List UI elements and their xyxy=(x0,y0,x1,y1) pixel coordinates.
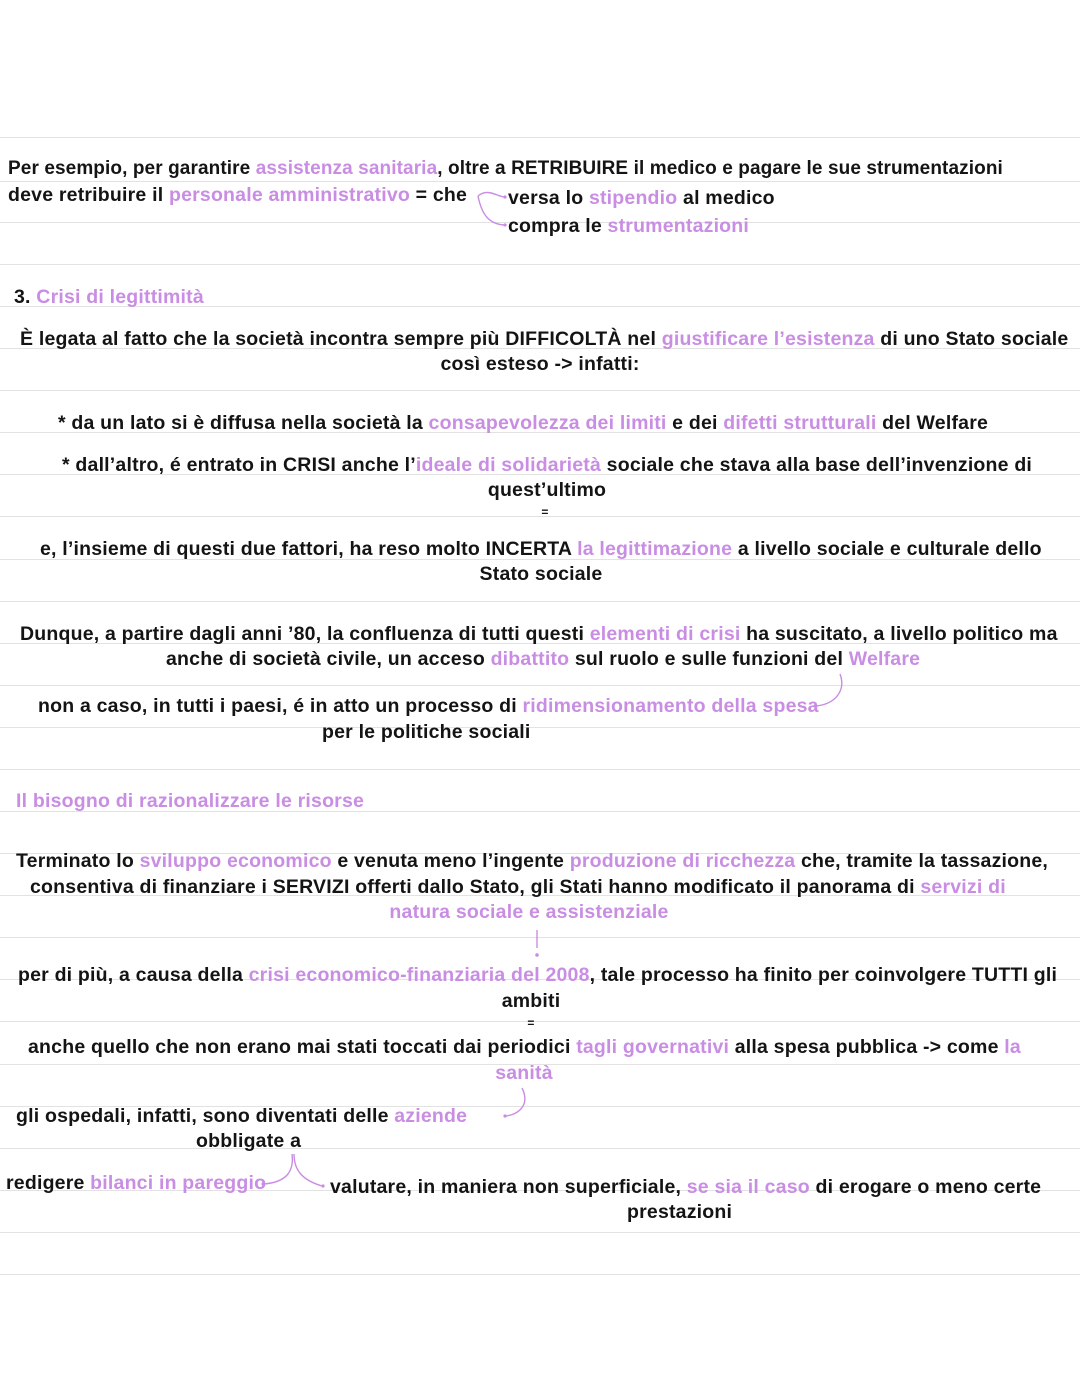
paragraph-line xyxy=(166,648,920,671)
text: * da un lato si è diffusa nella società la xyxy=(58,412,429,434)
ruled-line xyxy=(0,137,1080,138)
text: sociale che stava alla base dell’invenzione di xyxy=(601,454,1033,476)
highlight: personale amministrativo xyxy=(168,184,411,206)
text: redigere xyxy=(6,1172,91,1194)
text: per di più, a causa della xyxy=(18,964,249,986)
ruled-line xyxy=(0,769,1080,770)
text: alla spesa pubblica -> come xyxy=(729,1036,1005,1058)
text: sul ruolo e sulle funzioni del xyxy=(569,648,849,670)
text: anche quello che non erano mai stati toccati dai periodici xyxy=(28,1036,577,1058)
text: Dunque, a partire dagli anni ’80, la confluenza di tutti questi xyxy=(20,623,590,645)
section-title xyxy=(14,286,204,309)
paragraph-line: Stato sociale xyxy=(479,563,603,585)
ruled-line xyxy=(0,601,1080,602)
intro-line-2 xyxy=(8,184,467,207)
highlight: produzione di ricchezza xyxy=(569,850,796,872)
ruled-line xyxy=(0,1232,1080,1233)
text: versa lo xyxy=(508,187,589,209)
ruled-line xyxy=(0,685,1080,686)
highlight: crisi economico-finanziaria del 2008 xyxy=(248,964,590,986)
text: gli ospedali, infatti, sono diventati delle xyxy=(16,1105,395,1127)
branch-arrow-icon xyxy=(476,186,510,236)
paragraph-line xyxy=(6,1172,266,1195)
equals-sign: = xyxy=(541,505,549,519)
paragraph-line xyxy=(16,850,1048,873)
down-arrow-icon xyxy=(532,928,542,960)
bullet-item xyxy=(58,412,988,435)
ruled-line xyxy=(0,1274,1080,1275)
highlight: la xyxy=(1004,1036,1021,1058)
highlight: la legittimazione xyxy=(577,538,733,560)
paragraph-line xyxy=(16,1105,467,1128)
highlight: Welfare xyxy=(848,648,921,670)
text: e venuta meno l’ingente xyxy=(331,850,570,872)
highlight: elementi di crisi xyxy=(589,623,741,645)
text: anche di società civile, un acceso xyxy=(166,648,491,670)
paragraph-line: obbligate a xyxy=(196,1130,302,1152)
highlight: consapevolezza dei limiti xyxy=(428,412,667,434)
text: Per esempio, per garantire xyxy=(8,158,256,179)
paragraph-line: prestazioni xyxy=(627,1201,733,1223)
section-number: 3. xyxy=(14,286,31,308)
paragraph-line xyxy=(330,1176,1041,1199)
highlight: tagli governativi xyxy=(576,1036,730,1058)
highlight: giustificare l’esistenza xyxy=(661,328,875,350)
intro-line-1 xyxy=(8,158,1003,180)
intro-branch-2 xyxy=(508,215,749,238)
ruled-line xyxy=(0,264,1080,265)
text: di uno Stato sociale xyxy=(874,328,1069,350)
highlight: stipendio xyxy=(588,187,678,209)
text: valutare, in maniera non superficiale, xyxy=(330,1176,687,1198)
text: del Welfare xyxy=(876,412,989,434)
bullet-item xyxy=(62,454,1032,477)
paragraph-line xyxy=(40,538,1042,561)
highlight: sviluppo economico xyxy=(139,850,332,872)
text: consentiva di finanziare i SERVIZI offerti dallo Stato, gli Stati hanno modificato il panorama di xyxy=(30,876,921,898)
paragraph-line xyxy=(18,964,1057,987)
highlight: ideale di solidarietà xyxy=(415,454,602,476)
text: , tale processo ha finito per coinvolgere TUTTI gli xyxy=(589,964,1058,986)
paragraph-line: così esteso -> infatti: xyxy=(440,353,640,375)
paragraph-line xyxy=(28,1036,1021,1059)
paragraph-line xyxy=(30,876,1006,899)
highlight: bilanci in pareggio xyxy=(90,1172,267,1194)
ruled-line xyxy=(0,390,1080,391)
intro-branch-1 xyxy=(508,187,775,210)
highlight: aziende xyxy=(394,1105,468,1127)
paragraph-line xyxy=(20,328,1068,351)
text: compra le xyxy=(508,215,608,237)
paragraph-line xyxy=(38,695,819,718)
text: , oltre a RETRIBUIRE il medico e pagare le sue strumentazioni xyxy=(437,158,1003,179)
text: e dei xyxy=(666,412,724,434)
highlight: assistenza sanitaria xyxy=(255,158,438,179)
paragraph-line: quest’ultimo xyxy=(487,479,607,501)
highlight: difetti strutturali xyxy=(723,412,877,434)
curved-arrow-icon xyxy=(500,1086,534,1122)
text: * dall’altro, é entrato in CRISI anche l’ xyxy=(62,454,416,476)
text: deve retribuire il xyxy=(8,184,169,206)
text: di erogare o meno certe xyxy=(809,1176,1042,1198)
paragraph-line: sanità xyxy=(495,1062,553,1084)
text: = che xyxy=(410,184,468,206)
equals-sign: = xyxy=(527,1016,535,1030)
highlight: dibattito xyxy=(490,648,570,670)
highlight: se sia il caso xyxy=(686,1176,810,1198)
text: Terminato lo xyxy=(16,850,140,872)
paragraph-line: natura sociale e assistenziale xyxy=(389,901,669,923)
text: al medico xyxy=(677,187,775,209)
text: e, l’insieme di questi due fattori, ha reso molto INCERTA xyxy=(40,538,578,560)
branch-arrow-icon xyxy=(258,1152,328,1192)
ruled-line xyxy=(0,1148,1080,1149)
ruled-line xyxy=(0,727,1080,728)
text: che, tramite la tassazione, xyxy=(795,850,1049,872)
paragraph-line: per le politiche sociali xyxy=(322,721,531,743)
paragraph-line xyxy=(20,623,1058,646)
highlight: strumentazioni xyxy=(607,215,750,237)
section-title-text: Crisi di legittimità xyxy=(36,286,204,308)
text: È legata al fatto che la società incontra sempre più DIFFICOLTÀ nel xyxy=(20,328,662,350)
text: a livello sociale e culturale dello xyxy=(732,538,1042,560)
text: non a caso, in tutti i paesi, é in atto un processo di xyxy=(38,695,523,717)
highlight: servizi di xyxy=(920,876,1006,898)
section-title: Il bisogno di razionalizzare le risorse xyxy=(16,790,365,812)
ruled-line xyxy=(0,181,1080,182)
text: ha suscitato, a livello politico ma xyxy=(740,623,1058,645)
paragraph-line: ambiti xyxy=(501,990,561,1012)
highlight: ridimensionamento della spesa xyxy=(522,695,819,717)
